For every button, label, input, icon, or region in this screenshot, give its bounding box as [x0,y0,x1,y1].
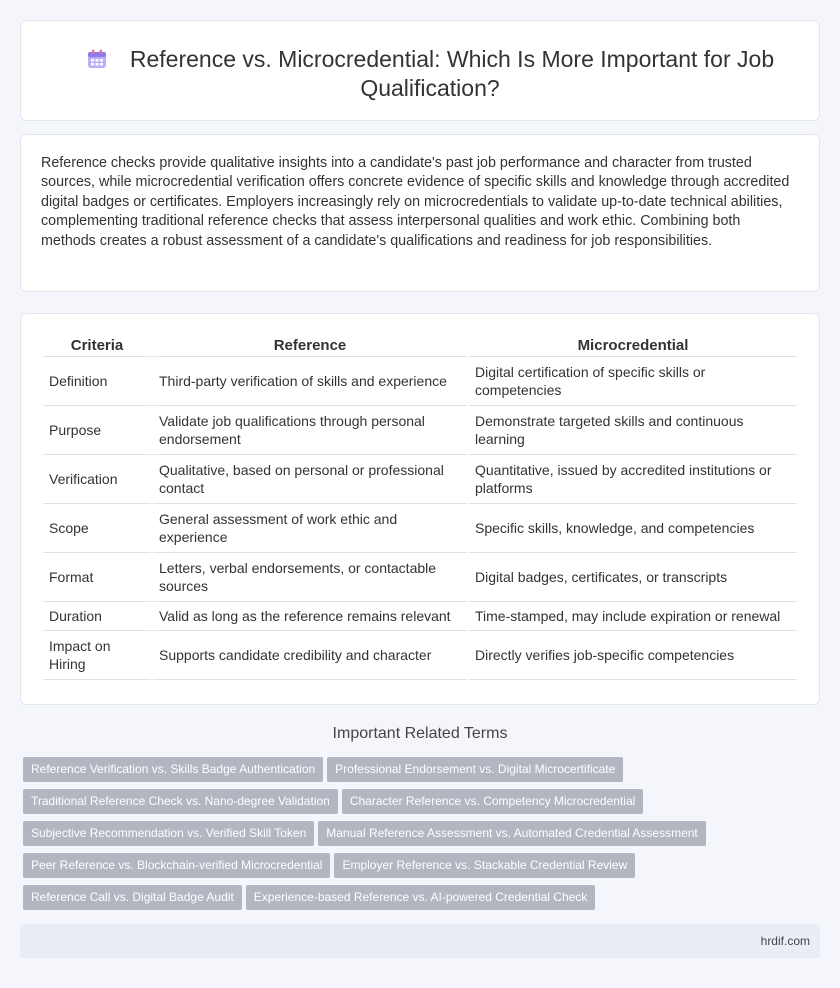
cell-microcredential: Quantitative, issued by accredited institutions or platforms [469,455,797,504]
page-title-text: Reference vs. Microcredential: Which Is More Important for Job Qualification? [129,46,775,101]
cell-microcredential: Directly verifies job-specific competencies [469,631,797,680]
cell-microcredential: Digital badges, certificates, or transcripts [469,553,797,602]
cell-criteria: Format [43,553,151,602]
related-term-tag[interactable]: Reference Call vs. Digital Badge Audit [23,885,242,910]
related-terms-tags [23,757,783,917]
related-term-tag[interactable]: Reference Verification vs. Skills Badge Authentication [23,757,323,782]
cell-microcredential: Time-stamped, may include expiration or renewal [469,602,797,631]
tag-row [23,853,783,885]
related-term-tag[interactable]: Manual Reference Assessment vs. Automated Credential Assessment [318,821,706,846]
header-card [20,20,820,121]
table-row [43,455,797,504]
table-row [43,553,797,602]
related-term-tag[interactable]: Peer Reference vs. Blockchain-verified Microcredential [23,853,330,878]
tag-row [23,757,783,789]
header-microcredential: Microcredential [469,334,797,357]
cell-criteria: Scope [43,504,151,553]
cell-reference: Validate job qualifications through personal endorsement [153,406,467,455]
tag-row [23,821,783,853]
cell-criteria: Purpose [43,406,151,455]
cell-criteria: Definition [43,357,151,406]
cell-criteria: Verification [43,455,151,504]
cell-reference: Supports candidate credibility and character [153,631,467,680]
cell-reference: Valid as long as the reference remains relevant [153,602,467,631]
related-terms-title: Important Related Terms [332,725,508,742]
header-reference: Reference [153,334,467,357]
cell-reference: Letters, verbal endorsements, or contactable sources [153,553,467,602]
related-term-tag[interactable]: Character Reference vs. Competency Microcredential [342,789,643,814]
tag-row [23,789,783,821]
table-row [43,602,797,631]
comparison-table-card [20,313,820,705]
table-row [43,357,797,406]
related-term-tag[interactable]: Subjective Recommendation vs. Verified Skill Token [23,821,314,846]
related-term-tag[interactable]: Professional Endorsement vs. Digital Microcertificate [327,757,623,782]
intro-paragraph: Reference checks provide qualitative insights into a candidate's past job performance and character from trusted sources, while microcredential verification offers concrete evidence of specific skills and knowledge through accredited digital badges or certificates. Employers increasingly rely on microcredentials to validate up-to-date technical abilities, complementing traditional reference checks that assess interpersonal qualities and work ethic. Combining both methods creates a robust assessment of a candidate's qualifications and readiness for job responsibilities. [41,155,790,249]
footer-site-link[interactable]: hrdif.com [760,934,810,948]
table-header-row [43,334,797,357]
cell-microcredential: Demonstrate targeted skills and continuous learning [469,406,797,455]
cell-reference: Third-party verification of skills and experience [153,357,467,406]
header-criteria: Criteria [43,334,151,357]
footer [20,924,820,958]
related-term-tag[interactable]: Traditional Reference Check vs. Nano-degree Validation [23,789,338,814]
intro-card [20,134,820,292]
title-wrap [61,45,799,103]
table-row [43,504,797,553]
cell-reference: Qualitative, based on personal or professional contact [153,455,467,504]
cell-microcredential: Digital certification of specific skills or competencies [469,357,797,406]
table-row [43,406,797,455]
cell-reference: General assessment of work ethic and experience [153,504,467,553]
calendar-icon [86,48,108,70]
tag-row [23,885,783,917]
cell-criteria: Impact on Hiring [43,631,151,680]
comparison-table [41,334,799,680]
cell-microcredential: Specific skills, knowledge, and competencies [469,504,797,553]
cell-criteria: Duration [43,602,151,631]
related-term-tag[interactable]: Experience-based Reference vs. AI-powered Credential Check [246,885,596,910]
table-row [43,631,797,680]
related-term-tag[interactable]: Employer Reference vs. Stackable Credential Review [334,853,635,878]
page-title [61,45,799,103]
